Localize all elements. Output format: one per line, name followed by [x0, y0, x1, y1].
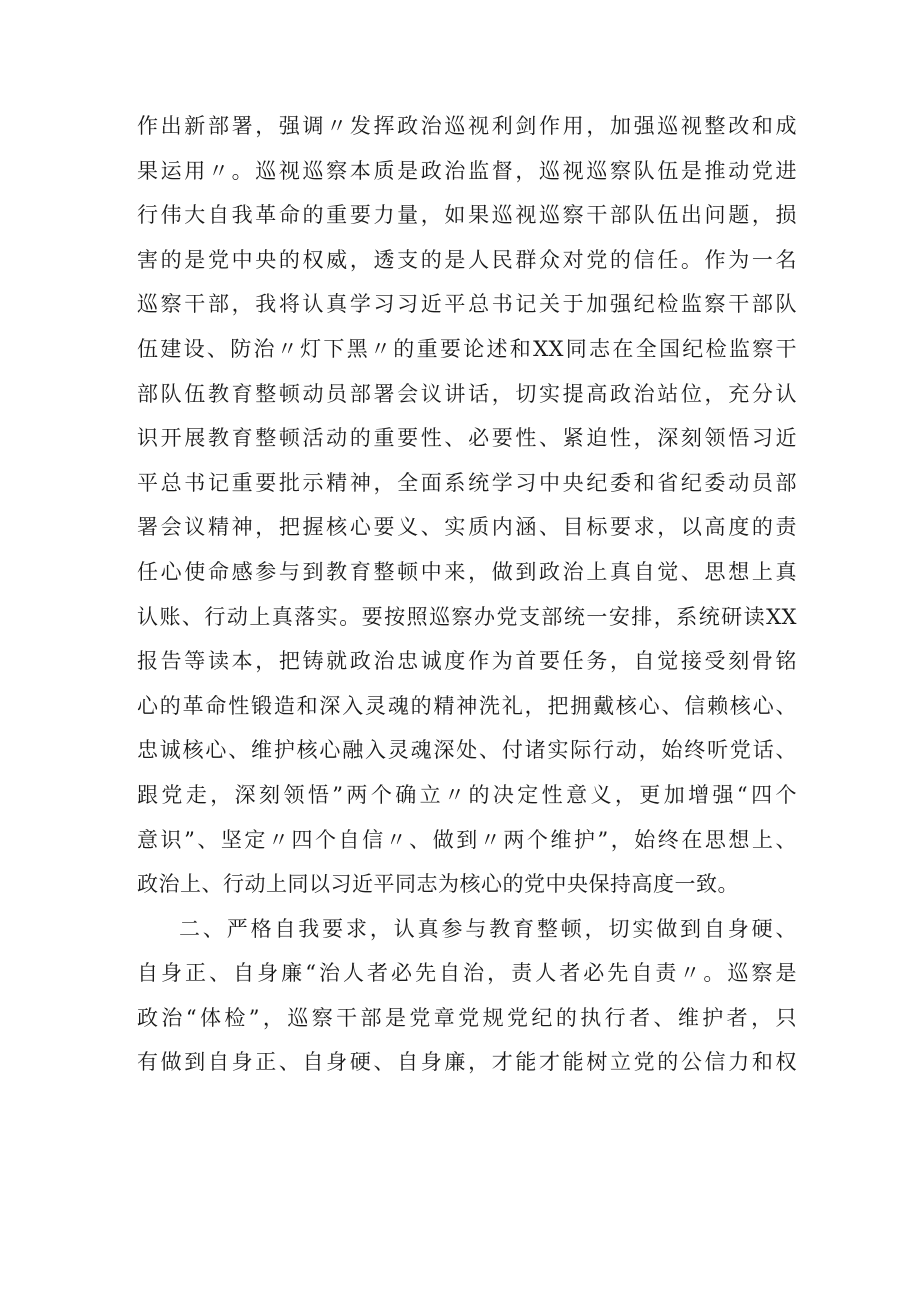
- text-line: 识开展教育整顿活动的重要性、必要性、紧迫性，深刻领悟习近: [137, 426, 797, 451]
- text-line: 平总书记重要批示精神，全面系统学习中央纪委和省纪委动员部: [137, 470, 797, 495]
- text-line: 认账、行动上真落实。要按照巡察办党支部统一安排，系统研读XX: [137, 604, 797, 629]
- text-line: 心的革命性锻造和深入灵魂的精神洗礼，把拥戴核心、信赖核心、: [137, 693, 797, 718]
- text-line: 作出新部署，强调〃发挥政治巡视利剑作用，加强巡视整改和成: [137, 114, 797, 138]
- text-line: 署会议精神，把握核心要义、实质内涵、目标要求，以高度的责: [137, 515, 797, 540]
- text-line: 部队伍教育整顿动员部署会议讲话，切实提高政治站位，充分认: [137, 381, 797, 406]
- text-line: 有做到自身正、自身硬、自身廉，才能才能树立党的公信力和权: [137, 1050, 797, 1075]
- text-line: 报告等读本，把铸就政治忠诚度作为首要任务，自觉接受刻骨铭: [137, 649, 797, 674]
- paragraph-2: [137, 907, 797, 1085]
- paragraph-1: [137, 104, 797, 907]
- text-line: 行伟大自我革命的重要力量，如果巡视巡察干部队伍出问题，损: [137, 203, 797, 228]
- text-line: 果运用〃。巡视巡察本质是政治监督，巡视巡察队伍是推动党进: [137, 158, 797, 183]
- text-line: 跟党走，深刻领悟”两个确立〃的决定性意义，更加增强“四个: [137, 782, 797, 807]
- text-line: 任心使命感参与到教育整顿中来，做到政治上真自觉、思想上真: [137, 559, 797, 584]
- text-line: 自身正、自身廉“治人者必先自治，责人者必先自责〃。巡察是: [137, 961, 797, 986]
- text-line: 害的是党中央的权威，透支的是人民群众对党的信任。作为一名: [137, 247, 797, 272]
- text-line: 忠诚核心、维护核心融入灵魂深处、付诸实际行动，始终听党话、: [137, 738, 797, 763]
- text-line: 意识”、坚定〃四个自信〃、做到〃两个维护”，始终在思想上、: [137, 827, 797, 852]
- document-body: [137, 104, 797, 1085]
- text-line: 二、严格自我要求，认真参与教育整顿，切实做到自身硬、: [179, 916, 797, 941]
- text-line: 政治上、行动上同以习近平同志为核心的党中央保持高度一致。: [137, 872, 739, 897]
- text-line: 伍建设、防治〃灯下黑〃的重要论述和XX同志在全国纪检监察干: [137, 336, 797, 361]
- text-line: 政治“体检”，巡察干部是党章党规党纪的执行者、维护者，只: [137, 1005, 797, 1030]
- text-line: 巡察干部，我将认真学习习近平总书记关于加强纪检监察干部队: [137, 292, 797, 317]
